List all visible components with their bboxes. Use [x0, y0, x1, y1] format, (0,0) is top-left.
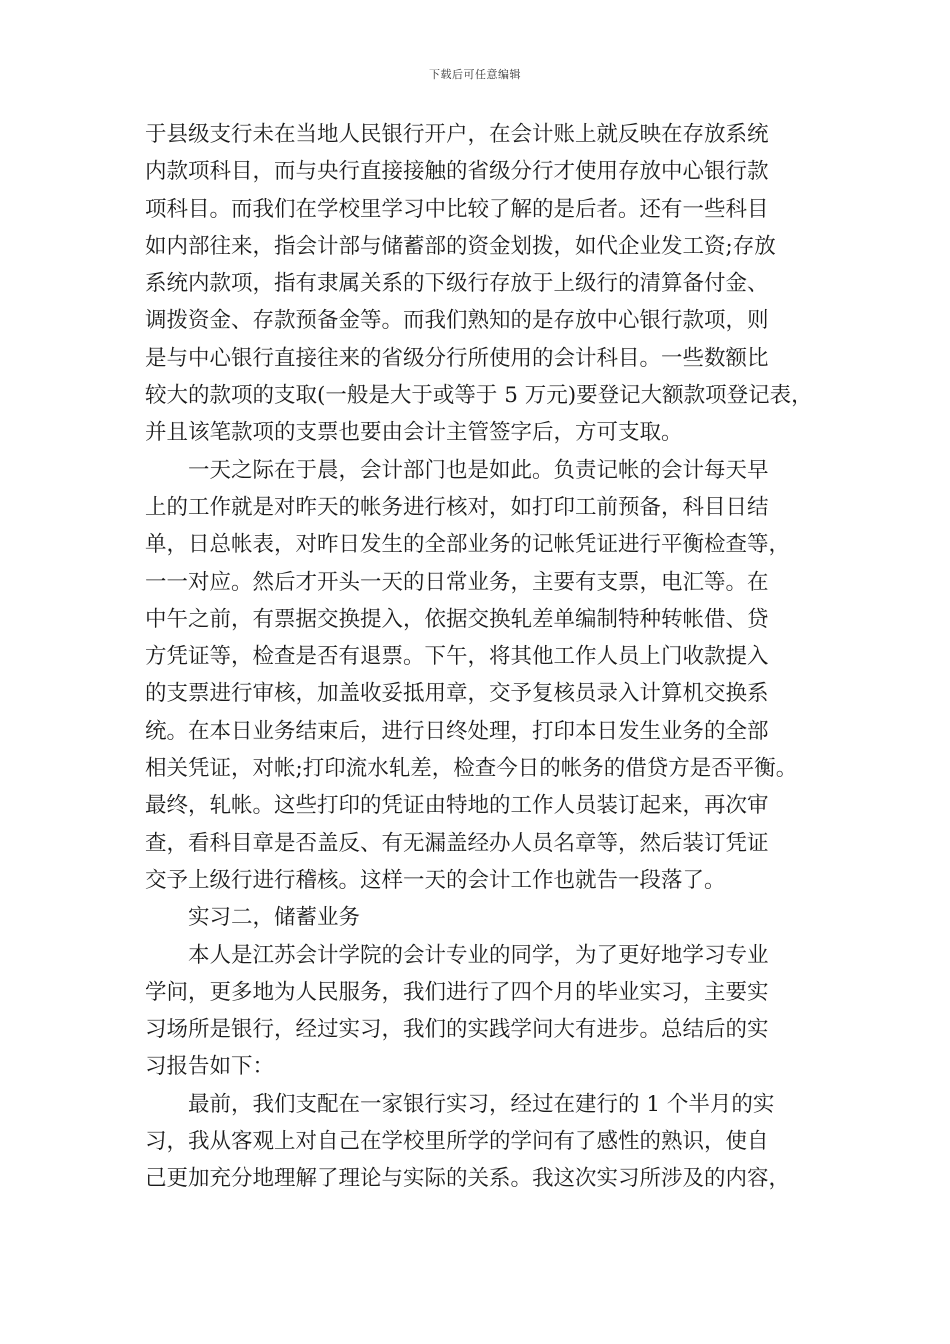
text-line: 中午之前，有票据交换提入，依据交换轧差单编制特种转帐借、贷: [145, 606, 769, 632]
text-line: 较大的款项的支取(一般是大于或等于 5 万元)要登记大额款项登记表，: [145, 383, 813, 409]
text-line: 习，我从客观上对自己在学校里所学的学问有了感性的熟识，使自: [145, 1129, 769, 1155]
text-line: 相关凭证，对帐;打印流水轧差，检查今日的帐务的借贷方是否平衡。: [145, 756, 798, 782]
text-line: 己更加充分地理解了理论与实际的关系。我这次实习所涉及的内容，: [145, 1166, 791, 1192]
document-body: [145, 116, 817, 1198]
text-line: 是与中心银行直接往来的省级分行所使用的会计科目。一些数额比: [145, 345, 769, 371]
paragraph-first-line: 本人是江苏会计学院的会计专业的同学，为了更好地学习专业: [188, 942, 769, 968]
page-header: 下载后可任意编辑: [429, 68, 521, 81]
text-line: 系统内款项，指有隶属关系的下级行存放于上级行的清算备付金、: [145, 271, 769, 297]
text-line: 的支票进行审核，加盖收妥抵用章，交予复核员录入计算机交换系: [145, 681, 769, 707]
text-line: 方凭证等，检查是否有退票。下午，将其他工作人员上门收款提入: [145, 644, 769, 670]
text-line: 于县级支行未在当地人民银行开户，在会计账上就反映在存放系统: [145, 122, 769, 147]
text-line: 项科目。而我们在学校里学习中比较了解的是后者。还有一些科目: [145, 196, 769, 222]
text-line: 调拨资金、存款预备金等。而我们熟知的是存放中心银行款项，则: [145, 308, 769, 334]
paragraph-first-line: 一天之际在于晨，会计部门也是如此。负责记帐的会计每天早: [188, 457, 769, 483]
text-line: 交予上级行进行稽核。这样一天的会计工作也就告一段落了。: [145, 867, 726, 893]
text-line: 习报告如下：: [145, 1054, 275, 1080]
text-line: 学问，更多地为人民服务，我们进行了四个月的毕业实习，主要实: [145, 979, 769, 1005]
text-line: 查，看科目章是否盖反、有无漏盖经办人员名章等，然后装订凭证: [145, 830, 769, 856]
text-line: 上的工作就是对昨天的帐务进行核对，如打印工前预备，科目日结: [145, 494, 769, 520]
text-line: 内款项科目，而与央行直接接触的省级分行才使用存放中心银行款: [145, 159, 769, 185]
text-line: 最终，轧帐。这些打印的凭证由特地的工作人员装订起来，再次审: [145, 793, 769, 819]
text-line: 一一对应。然后才开头一天的日常业务，主要有支票，电汇等。在: [145, 569, 769, 595]
text-line: 统。在本日业务结束后，进行日终处理，打印本日发生业务的全部: [145, 718, 769, 744]
text-line: 习场所是银行，经过实习，我们的实践学问大有进步。总结后的实: [145, 1017, 769, 1043]
text-line: 单，日总帐表，对昨日发生的全部业务的记帐凭证进行平衡检查等，: [145, 532, 791, 558]
paragraph-first-line: 最前，我们支配在一家银行实习，经过在建行的 1 个半月的实: [188, 1091, 775, 1117]
section-heading: 实习二，储蓄业务: [188, 905, 361, 931]
text-line: 如内部往来，指会计部与储蓄部的资金划拨，如代企业发工资;存放: [145, 233, 776, 259]
text-line: 并且该笔款项的支票也要由会计主管签字后，方可支取。: [145, 420, 683, 446]
